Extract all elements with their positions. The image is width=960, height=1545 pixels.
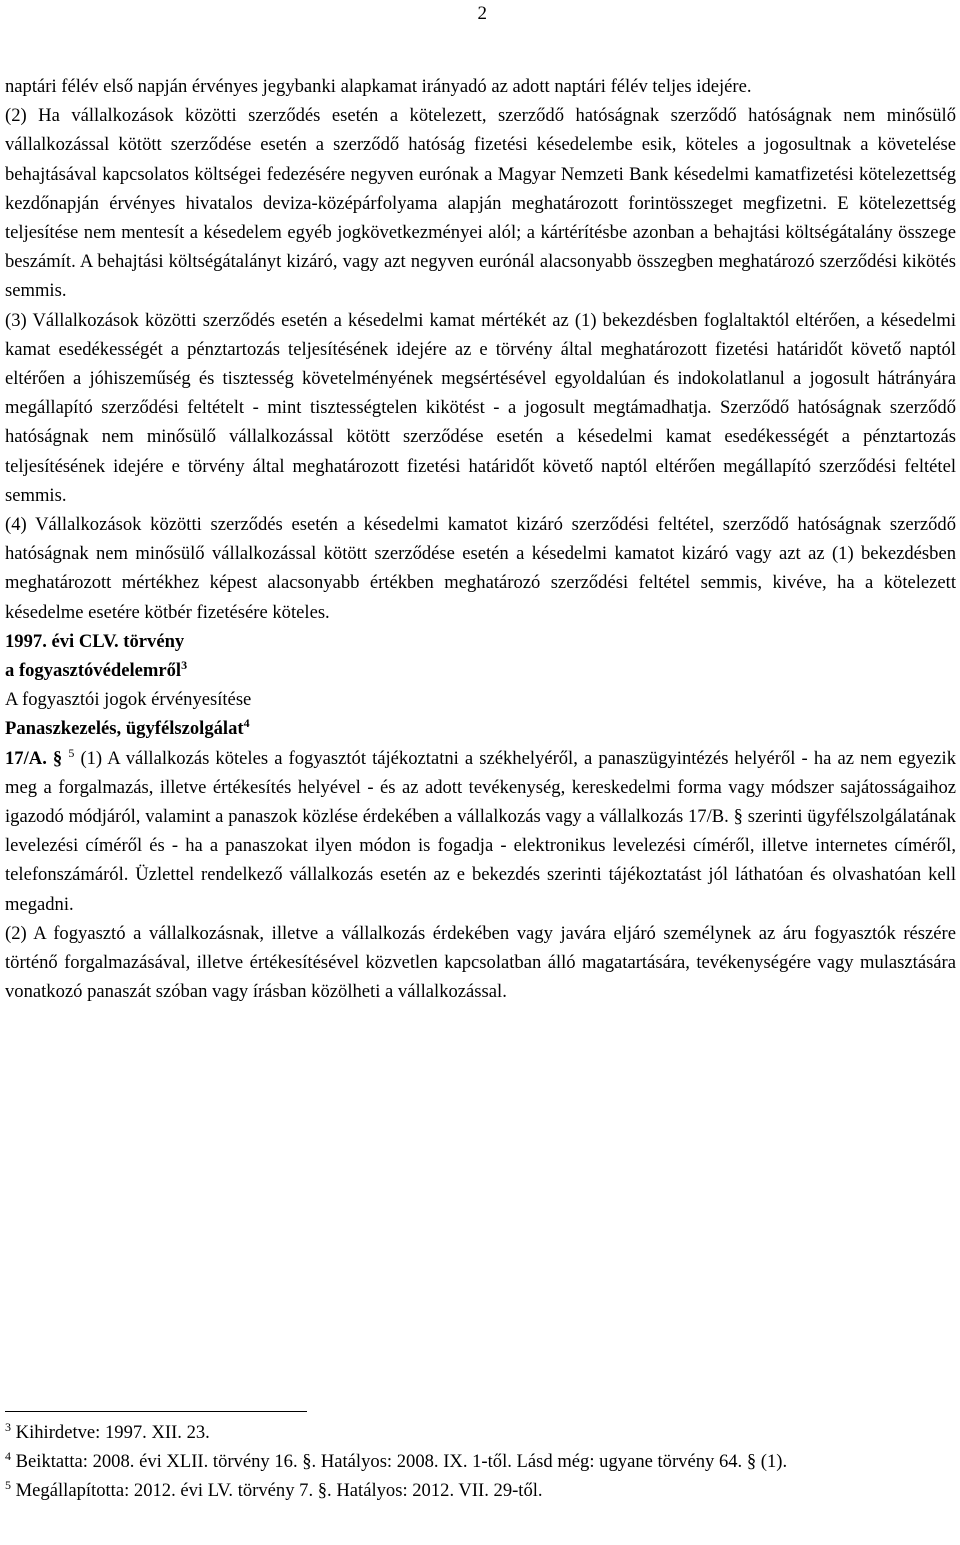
footnotes <box>5 1418 956 1506</box>
footnote-text: Megállapította: 2012. évi LV. törvény 7. §. Hatályos: 2012. VII. 29-től. <box>11 1480 543 1502</box>
page-number: 2 <box>477 3 487 24</box>
paragraph-3: (3) Vállalkozások közötti szerződés esetén a késedelmi kamat mértékét az (1) bekezdésben foglaltaktól eltérően, a késedelmi kamat esedékességét a pénztartozás teljesítésének idejére az e törvény által meghatározott fizetési határidőt követő naptól eltérően a jóhiszeműség és tisztesség követelményének megsértésével egyoldalúan és indokolatlanul a jogosult hátrányára megállapító szerződési feltételt - mint tisztességtelen kikötést - a jogosult megtámadhatja. Szerződő hatóságnak szerződő hatóságnak nem minősülő vállalkozással kötött szerződése esetén a késedelmi kamat esedékességét a pénztartozás teljesítésének idejére e törvény által meghatározott fizetési határidőt követő naptól eltérően megállapító szerződési feltétel semmis. <box>5 309 956 506</box>
law-title-line1: 1997. évi CLV. törvény <box>5 630 185 652</box>
footnote-number: 3 <box>5 1419 11 1434</box>
article-number: 17/A. § <box>5 747 63 769</box>
law-title-text: a fogyasztóvédelemről <box>5 660 182 682</box>
law-title-line2 <box>5 656 956 685</box>
footnote-text: Kihirdetve: 1997. XII. 23. <box>11 1422 210 1443</box>
footnote-text: Beiktatta: 2008. évi XLII. törvény 16. §. Hatályos: 2008. IX. 1-től. Lásd még: ugyane törvény 64. § (1). <box>11 1451 788 1473</box>
footnote-ref-4: 4 <box>243 716 250 731</box>
document-body <box>5 72 956 1007</box>
footnote-number: 4 <box>5 1449 11 1464</box>
article-para1-text: (1) A vállalkozás köteles a fogyasztót tájékoztatni a székhelyéről, a panaszügyintézés helyéről - ha az nem egyezik meg a forgalmazás, illetve értékesítés helyével - és az adott tevékenység, kereskedelmi forma vagy módszer sajátosságaihoz igazodó módjáról, valamint a panaszok közlése érdekében a vállalkozás vagy a vállalkozás 17/B. § szerinti ügyfélszolgálatának levelezési címéről és - ha a panaszokat ilyen módon is fogadja - elektronikus levelezési címéről, illetve internetes címéről, telefonszámáról. Üzlettel rendelkező vállalkozás esetén az e bekezdés szerinti tájékoztatást jól láthatóan és olvashatóan kell megadni. <box>5 747 957 915</box>
section-title <box>5 714 956 743</box>
footnote-3 <box>5 1418 956 1447</box>
paragraph-4: (4) Vállalkozások közötti szerződés esetén a késedelmi kamatot kizáró szerződési feltétel, szerződő hatóságnak szerződő hatóságnak nem minősülő vállalkozással kötött szerződése esetén a késedelmi kamatot kizáró vagy azt az (1) bekezdésben meghatározott mértékhez képest alacsonyabb értékben meghatározó szerződési feltétel semmis, kivéve, ha a kötelezett késedelme esetére kötbér fizetésére köteles. <box>5 514 956 623</box>
subtitle: A fogyasztói jogok érvényesítése <box>5 689 252 711</box>
article-paragraph-2: (2) A fogyasztó a vállalkozásnak, illetve a vállalkozás érdekében vagy javára eljáró személynek az áru fogyasztók részére történő forgalmazásával, illetve értékesítésével közvetlen kapcsolatban álló magatartására, tevékenységére vagy mulasztására vonatkozó panaszát szóban vagy írásban közölheti a vállalkozással. <box>5 922 956 1003</box>
footnote-separator <box>5 1411 307 1412</box>
footnote-ref-5: 5 <box>68 745 75 760</box>
footnote-ref-3: 3 <box>181 657 188 672</box>
footnote-number: 5 <box>5 1478 11 1493</box>
footnote-5 <box>5 1476 956 1505</box>
footnote-4 <box>5 1447 956 1476</box>
section-title-text: Panaszkezelés, ügyfélszolgálat <box>5 718 244 740</box>
paragraph-2: (2) Ha vállalkozások közötti szerződés esetén a kötelezett, szerződő hatóságnak szerződő hatóságnak nem minősülő vállalkozással kötött szerződése esetén a szerződő hatóság fizetési késedelembe esik, köteles a jogosultnak a követelése behajtásával kapcsolatos költségei fedezésére negyven eurónak a Magyar Nemzeti Bank késedelmi kamatfizetési kötelezettség kezdőnapján érvényes hivatalos deviza-középárfolyama alapján meghatározott forintösszeget megfizetni. E kötelezettség teljesítése nem mentesít a késedelem egyéb jogkövetkezményei alól; a kártérítésbe azonban a behajtási költségátalány összege beszámít. A behajtási költségátalányt kizáró, vagy azt negyven eurónál alacsonyabb összegben meghatározó szerződési kikötés semmis. <box>5 105 956 302</box>
article-paragraph-1 <box>5 744 956 919</box>
paragraph-continuation: naptári félév első napján érvényes jegybanki alapkamat irányadó az adott naptári félév teljes idejére. <box>5 76 752 97</box>
